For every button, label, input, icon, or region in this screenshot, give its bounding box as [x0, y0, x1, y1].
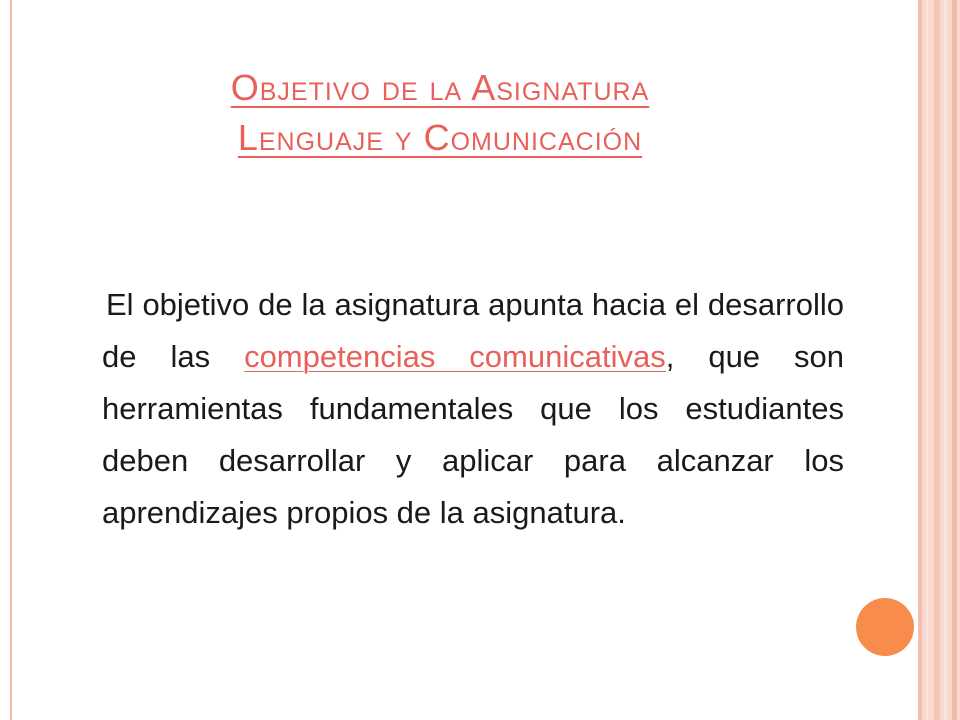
slide-title: [60, 66, 820, 166]
body-text-start: El objetivo de la asignatura apunta hacia el desarrollo de las: [102, 287, 844, 374]
right-decorative-band: [918, 0, 960, 720]
title-line-2: Lenguaje y Comunicación: [237, 117, 643, 158]
band-stripe: [934, 0, 940, 720]
band-stripe: [918, 0, 922, 720]
competencias-link[interactable]: competencias comunicativas: [244, 339, 666, 374]
left-border-line: [10, 0, 12, 720]
band-stripe: [926, 0, 928, 720]
body-paragraph: [102, 279, 844, 539]
band-stripe: [952, 0, 957, 720]
title-line-1: Objetivo de la Asignatura: [230, 67, 650, 108]
orange-circle-decoration: [856, 598, 914, 656]
band-stripe: [944, 0, 947, 720]
body-text-end: , que son herramientas fundamentales que los estudiantes deben desarrollar y aplicar para alcanzar los aprendizajes propios de la asignatura.: [102, 339, 845, 530]
